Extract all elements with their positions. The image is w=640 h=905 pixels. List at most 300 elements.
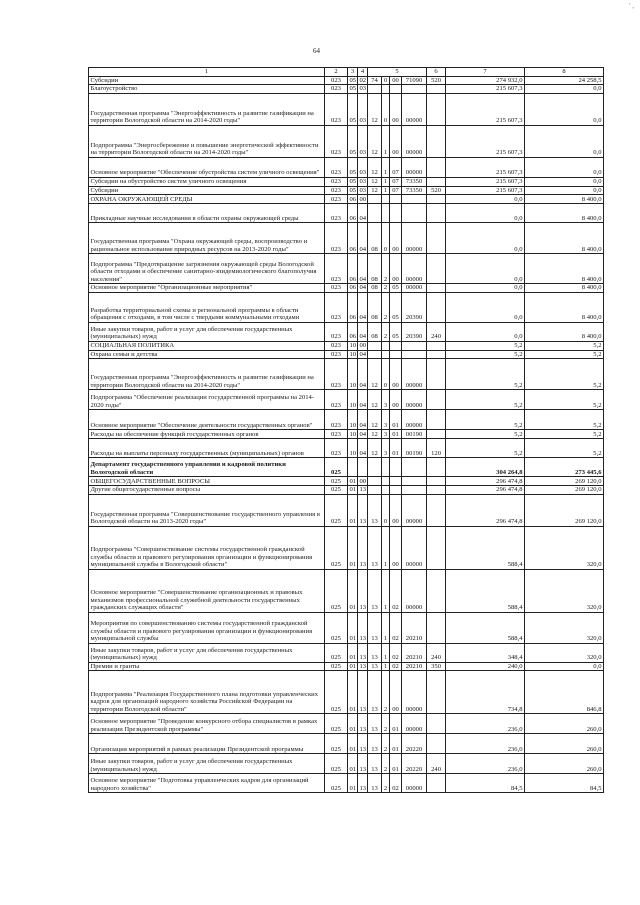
row-code-cell: 023 (325, 195, 348, 204)
row-target-event-cell: 07 (390, 157, 402, 177)
row-section-cell: 10 (348, 359, 358, 390)
row-expense-type-cell (427, 734, 446, 754)
row-expense-type-cell (427, 494, 446, 526)
table-row (89, 157, 604, 177)
row-target-direction-cell: 00000 (402, 390, 427, 410)
row-code-cell: 025 (325, 486, 348, 495)
row-target-subprogram-cell (382, 341, 390, 350)
row-name-cell: Премии и гранты (89, 662, 325, 671)
row-target-subprogram-cell: 1 (382, 569, 390, 612)
table-row (89, 458, 604, 477)
row-amount-1-cell: 215 607,3 (446, 125, 525, 157)
row-target-subprogram-cell: 1 (382, 157, 390, 177)
row-target-direction-cell (402, 85, 427, 94)
row-expense-type-cell (427, 486, 446, 495)
row-code-cell: 023 (325, 186, 348, 195)
row-amount-1-cell: 215 607,3 (446, 177, 525, 186)
row-section-cell: 01 (348, 612, 358, 643)
row-target-program-cell: 12 (368, 157, 382, 177)
row-amount-2-cell: 273 445,6 (525, 458, 604, 477)
row-target-direction-cell: 00000 (402, 526, 427, 569)
row-target-direction-cell: 00000 (402, 254, 427, 284)
row-amount-1-cell: 588,4 (446, 612, 525, 643)
row-target-event-cell: 01 (390, 410, 402, 430)
row-subsection-cell: 04 (358, 204, 368, 223)
row-section-cell: 05 (348, 157, 358, 177)
row-target-subprogram-cell: 2 (382, 734, 390, 754)
row-code-cell: 023 (325, 177, 348, 186)
row-target-program-cell (368, 204, 382, 223)
row-amount-1-cell: 274 932,0 (446, 76, 525, 85)
row-amount-1-cell: 5,2 (446, 410, 525, 430)
row-target-direction-cell: 20390 (402, 322, 427, 341)
row-section-cell: 01 (348, 671, 358, 714)
row-target-event-cell (390, 477, 402, 486)
table-row (89, 612, 604, 643)
row-target-program-cell: 12 (368, 390, 382, 410)
row-subsection-cell: 13 (358, 774, 368, 793)
row-target-program-cell: 12 (368, 93, 382, 125)
row-code-cell: 023 (325, 254, 348, 284)
row-target-subprogram-cell: 2 (382, 774, 390, 793)
row-target-direction-cell: 00000 (402, 494, 427, 526)
row-target-direction-cell: 20210 (402, 612, 427, 643)
row-subsection-cell: 04 (359, 430, 367, 438)
row-subsection-cell: 13 (358, 526, 368, 569)
row-section-cell: 10 (348, 390, 358, 410)
row-target-subprogram-cell: 0 (382, 359, 390, 390)
row-amount-2-cell: 8 400,0 (525, 284, 604, 293)
row-amount-1-cell: 215 607,3 (446, 157, 525, 177)
row-name-cell: Основное мероприятие "Подготовка управленческих кадров для организаций народного хозяйства" (89, 774, 325, 793)
row-target-event-cell: 00 (390, 359, 402, 390)
row-target-program-cell: 13 (368, 612, 382, 643)
row-code-cell: 025 (325, 774, 348, 793)
row-expense-type-cell (427, 350, 446, 359)
table-row (89, 223, 604, 254)
row-amount-2-cell: 0,0 (525, 93, 604, 125)
row-target-program-cell (368, 195, 382, 204)
table-row (89, 754, 604, 774)
row-amount-2-cell: 320,0 (525, 569, 604, 612)
row-target-subprogram-cell: 0 (382, 494, 390, 526)
row-target-direction-cell (402, 477, 427, 486)
row-subsection-cell: 04 (358, 223, 368, 254)
row-target-direction-cell: 00000 (402, 569, 427, 612)
row-target-event-cell: 07 (390, 186, 402, 195)
row-code-cell: 023 (325, 439, 348, 458)
row-subsection-cell: 04 (358, 254, 368, 284)
row-expense-type-cell (427, 93, 446, 125)
row-expense-type-cell (427, 292, 446, 322)
row-amount-1-cell: 215 607,3 (446, 93, 525, 125)
row-target-program-cell (368, 458, 382, 477)
row-expense-type-cell (427, 430, 446, 439)
row-code-cell: 025 (325, 477, 348, 486)
row-expense-type-cell (427, 714, 446, 734)
row-target-event-cell: 01 (390, 430, 402, 439)
row-expense-type-cell (427, 477, 446, 486)
column-header: 1 (89, 68, 325, 77)
row-expense-type-cell (427, 157, 446, 177)
row-section-cell: 01 (348, 643, 358, 662)
row-target-subprogram-cell: 1 (382, 662, 390, 671)
row-target-program-cell (368, 350, 382, 359)
row-target-program-cell: 13 (368, 526, 382, 569)
row-section-cell: 10 (349, 430, 357, 438)
row-subsection-cell: 04 (358, 390, 368, 410)
row-target-direction-cell: 73350 (402, 186, 427, 195)
table-row (89, 186, 604, 195)
table-row (89, 714, 604, 734)
row-section-cell: 01 (349, 477, 357, 485)
row-code-cell: 023 (325, 76, 348, 85)
row-target-program-cell: 12 (368, 439, 382, 458)
row-target-direction-cell: 00000 (402, 93, 427, 125)
row-amount-2-cell: 269 120,0 (525, 486, 604, 495)
table-row (89, 322, 604, 341)
row-target-direction-cell: 71090 (402, 76, 427, 85)
row-target-program-cell: 12 (368, 177, 382, 186)
row-amount-1-cell: 0,0 (446, 204, 525, 223)
row-amount-1-cell: 5,2 (446, 341, 525, 350)
table-row (89, 390, 604, 410)
row-amount-1-cell: 0,0 (446, 292, 525, 322)
row-section-cell: 05 (349, 76, 357, 84)
row-target-program-cell (368, 85, 382, 94)
row-amount-2-cell: 0,0 (525, 186, 604, 195)
row-target-program-cell (368, 486, 382, 495)
row-expense-type-cell: 350 (427, 662, 446, 671)
row-expense-type-cell (427, 359, 446, 390)
row-target-event-cell: 00 (390, 125, 402, 157)
row-amount-1-cell: 734,8 (446, 671, 525, 714)
row-name-cell: Подпрограмма "Энергосбережение и повышение энергетической эффективности на территории Вологодской области на 2014-2020 годы" (89, 125, 325, 157)
row-amount-1-cell: 296 474,8 (446, 477, 525, 486)
row-section-cell: 05 (348, 125, 358, 157)
row-amount-1-cell: 215 607,3 (446, 85, 525, 94)
table-row (89, 486, 604, 495)
row-target-program-cell: 13 (368, 494, 382, 526)
row-name-cell: Организация мероприятий в рамках реализации Президентской программы (89, 734, 325, 754)
row-amount-2-cell: 260,0 (525, 714, 604, 734)
row-name-cell: СОЦИАЛЬНАЯ ПОЛИТИКА (89, 341, 325, 350)
row-amount-2-cell: 5,2 (525, 390, 604, 410)
row-code-cell: 023 (325, 292, 348, 322)
row-name-cell: Подпрограмма "Обеспечение реализации государственной программы на 2014-2020 годы" (89, 390, 325, 410)
row-expense-type-cell (427, 612, 446, 643)
row-target-subprogram-cell: 1 (382, 526, 390, 569)
row-subsection-cell: 13 (358, 569, 368, 612)
row-code-cell: 025 (325, 714, 348, 734)
row-subsection-cell: 13 (359, 486, 367, 494)
row-name-cell: Государственная программа "Энергоэффективность и развитие газификации на территории Вологодской области на 2014-2020 годы" (89, 93, 325, 125)
row-target-subprogram-cell: 1 (382, 177, 390, 186)
row-code-cell: 025 (325, 494, 348, 526)
row-subsection-cell: 13 (358, 671, 368, 714)
row-expense-type-cell (427, 341, 446, 350)
row-target-program-cell: 74 (368, 76, 382, 85)
row-amount-1-cell: 5,2 (446, 439, 525, 458)
row-section-cell: 01 (348, 526, 358, 569)
row-amount-2-cell: 5,2 (525, 430, 604, 439)
table-row (89, 177, 604, 186)
row-section-cell (348, 458, 358, 477)
column-header: 6 (427, 68, 446, 77)
row-target-direction-cell: 00190 (402, 430, 427, 439)
row-section-cell: 06 (348, 292, 358, 322)
row-name-cell: Субсидии на обустройство систем уличного освещения (89, 177, 325, 186)
table-row (89, 195, 604, 204)
row-target-event-cell: 02 (390, 612, 402, 643)
row-target-subprogram-cell: 3 (382, 410, 390, 430)
row-amount-2-cell: 846,8 (525, 671, 604, 714)
table-row (89, 254, 604, 284)
row-name-cell: Другие общегосударственные вопросы (89, 486, 325, 495)
row-subsection-cell: 13 (358, 734, 368, 754)
row-amount-2-cell: 8 400,0 (525, 292, 604, 322)
row-section-cell: 01 (349, 662, 357, 670)
row-target-subprogram-cell (382, 204, 390, 223)
row-target-program-cell: 12 (368, 186, 382, 195)
row-subsection-cell: 00 (359, 341, 367, 349)
row-subsection-cell: 13 (359, 662, 367, 670)
row-target-direction-cell: 20390 (402, 292, 427, 322)
row-section-cell: 05 (349, 186, 357, 194)
row-name-cell: Мероприятия по совершенствованию системы государственной гражданской службы области и правового регулирования организации и функционирования муниципальной службы (89, 612, 325, 643)
budget-table (88, 67, 604, 793)
row-amount-1-cell: 236,0 (446, 714, 525, 734)
row-section-cell: 01 (348, 714, 358, 734)
row-amount-1-cell: 588,4 (446, 569, 525, 612)
row-subsection-cell: 03 (358, 157, 368, 177)
row-target-event-cell: 05 (390, 322, 402, 341)
row-target-direction-cell: 20220 (402, 734, 427, 754)
column-header: 2 (325, 68, 348, 77)
row-expense-type-cell (427, 390, 446, 410)
row-section-cell: 06 (349, 284, 357, 292)
row-target-subprogram-cell: 1 (382, 612, 390, 643)
row-target-event-cell: 00 (390, 223, 402, 254)
row-amount-1-cell: 5,2 (446, 350, 525, 359)
row-target-subprogram-cell: 2 (382, 322, 390, 341)
row-name-cell: Иные закупки товаров, работ и услуг для обеспечения государственных (муниципальных) нужд (89, 322, 325, 341)
row-amount-1-cell: 236,0 (446, 734, 525, 754)
row-name-cell: Прикладные научные исследования в области охраны окружающей среды (89, 204, 325, 223)
row-name-cell: Департамент государственного управления и кадровой политики Вологодской области (89, 458, 325, 477)
row-amount-2-cell: 5,2 (525, 350, 604, 359)
row-name-cell: Субсидии (89, 186, 325, 195)
table-header-row (89, 68, 604, 77)
row-amount-1-cell: 348,4 (446, 643, 525, 662)
row-code-cell: 025 (325, 671, 348, 714)
row-amount-1-cell: 0,0 (446, 254, 525, 284)
table-row (89, 774, 604, 793)
column-header: 4 (358, 68, 368, 77)
row-expense-type-cell (427, 204, 446, 223)
row-code-cell: 023 (325, 284, 348, 293)
row-name-cell: Иные закупки товаров, работ и услуг для обеспечения государственных (муниципальных) нужд (89, 643, 325, 662)
table-row (89, 93, 604, 125)
row-subsection-cell: 03 (359, 178, 367, 186)
row-target-program-cell: 13 (368, 734, 382, 754)
table-row (89, 439, 604, 458)
row-target-direction-cell: 00000 (402, 359, 427, 390)
row-target-subprogram-cell: 2 (382, 714, 390, 734)
row-target-event-cell (390, 486, 402, 495)
row-code-cell: 023 (325, 430, 348, 439)
row-code-cell: 025 (325, 754, 348, 774)
row-code-cell: 023 (325, 359, 348, 390)
row-amount-2-cell: 5,2 (525, 410, 604, 430)
row-target-subprogram-cell (382, 458, 390, 477)
row-target-direction-cell: 00190 (402, 439, 427, 458)
row-code-cell: 025 (325, 643, 348, 662)
table-row (89, 85, 604, 94)
row-target-subprogram-cell (382, 486, 390, 495)
row-target-subprogram-cell (382, 477, 390, 486)
table-row (89, 662, 604, 671)
row-code-cell: 023 (325, 410, 348, 430)
row-target-program-cell (368, 341, 382, 350)
row-amount-2-cell: 8 400,0 (525, 223, 604, 254)
row-amount-1-cell: 5,2 (446, 390, 525, 410)
row-code-cell: 023 (325, 157, 348, 177)
row-expense-type-cell (427, 458, 446, 477)
row-section-cell: 10 (348, 439, 358, 458)
row-subsection-cell: 02 (359, 76, 367, 84)
row-expense-type-cell (427, 177, 446, 186)
row-expense-type-cell (427, 526, 446, 569)
row-target-direction-cell: 00000 (402, 223, 427, 254)
row-section-cell: 01 (348, 569, 358, 612)
row-section-cell: 01 (349, 486, 357, 494)
row-amount-2-cell: 260,0 (525, 754, 604, 774)
table-row (89, 350, 604, 359)
row-amount-2-cell: 24 258,5 (525, 76, 604, 85)
row-name-cell: Субсидии (89, 76, 325, 85)
row-target-event-cell (390, 204, 402, 223)
row-amount-1-cell: 0,0 (446, 195, 525, 204)
row-amount-2-cell: 8 400,0 (525, 195, 604, 204)
table-row (89, 494, 604, 526)
row-code-cell: 023 (325, 390, 348, 410)
row-amount-2-cell: 84,5 (525, 774, 604, 793)
row-amount-2-cell: 8 400,0 (525, 204, 604, 223)
row-expense-type-cell: 240 (427, 643, 446, 662)
row-target-event-cell (390, 195, 402, 204)
row-target-event-cell: 01 (390, 734, 402, 754)
row-expense-type-cell: 520 (427, 76, 446, 85)
row-target-direction-cell (402, 204, 427, 223)
row-target-program-cell: 12 (368, 410, 382, 430)
row-target-program-cell: 08 (368, 292, 382, 322)
row-target-program-cell: 13 (368, 643, 382, 662)
row-name-cell: Основное мероприятие "Проведение конкурсного отбора специалистов в рамках реализации Президентской программы" (89, 714, 325, 734)
row-target-event-cell: 00 (390, 76, 402, 85)
table-row (89, 671, 604, 714)
table-row (89, 643, 604, 662)
table-row (89, 204, 604, 223)
row-amount-1-cell: 296 474,8 (446, 486, 525, 495)
row-subsection-cell: 04 (358, 359, 368, 390)
row-code-cell: 023 (325, 125, 348, 157)
row-section-cell: 06 (348, 322, 358, 341)
row-target-direction-cell (402, 486, 427, 495)
row-target-program-cell (368, 477, 382, 486)
row-target-event-cell: 07 (390, 177, 402, 186)
row-target-program-cell: 13 (368, 774, 382, 793)
row-section-cell: 01 (348, 734, 358, 754)
row-name-cell: Основное мероприятие "Обеспечение деятельности государственных органов" (89, 410, 325, 430)
row-target-direction-cell: 00000 (402, 125, 427, 157)
row-section-cell: 01 (348, 774, 358, 793)
row-target-event-cell: 00 (390, 671, 402, 714)
row-target-program-cell: 13 (368, 714, 382, 734)
row-target-program-cell: 13 (368, 671, 382, 714)
row-amount-2-cell: 320,0 (525, 612, 604, 643)
row-section-cell: 01 (348, 494, 358, 526)
row-target-direction-cell: 20210 (402, 643, 427, 662)
row-target-event-cell (390, 458, 402, 477)
row-section-cell: 06 (349, 195, 357, 203)
row-subsection-cell: 00 (359, 195, 367, 203)
row-name-cell: Государственная программа "Охрана окружающей среды, воспроизводство и рациональное использование природных ресурсов на 2013-2020 годы" (89, 223, 325, 254)
row-code-cell: 023 (325, 341, 348, 350)
row-amount-1-cell: 240,0 (446, 662, 525, 671)
row-amount-1-cell: 0,0 (446, 322, 525, 341)
row-target-event-cell: 01 (390, 439, 402, 458)
row-amount-2-cell: 5,2 (525, 341, 604, 350)
table-row (89, 430, 604, 439)
row-section-cell: 05 (349, 85, 357, 93)
row-subsection-cell: 13 (358, 754, 368, 774)
page-number: 64 (313, 47, 320, 55)
row-expense-type-cell (427, 125, 446, 157)
column-header: 8 (525, 68, 604, 77)
row-name-cell: Расходы на обеспечение функций государственных органов (89, 430, 325, 439)
row-target-program-cell: 08 (368, 223, 382, 254)
row-expense-type-cell (427, 774, 446, 793)
row-name-cell: ОХРАНА ОКРУЖАЮЩЕЙ СРЕДЫ (89, 195, 325, 204)
row-code-cell: 023 (325, 85, 348, 94)
row-name-cell: Охрана семьи и детства (89, 350, 325, 359)
table-row (89, 477, 604, 486)
row-target-direction-cell (402, 341, 427, 350)
row-section-cell: 05 (348, 93, 358, 125)
table-row (89, 284, 604, 293)
row-name-cell: ОБЩЕГОСУДАРСТВЕННЫЕ ВОПРОСЫ (89, 477, 325, 486)
row-target-event-cell: 02 (390, 774, 402, 793)
row-target-direction-cell (402, 350, 427, 359)
column-header: 3 (348, 68, 358, 77)
row-amount-1-cell: 84,5 (446, 774, 525, 793)
row-code-cell: 025 (325, 734, 348, 754)
row-subsection-cell: 03 (359, 186, 367, 194)
row-name-cell: Основное мероприятие "Совершенствование организационных и правовых механизмов профессиональной служебной деятельности государственных гражданских служащих области" (89, 569, 325, 612)
row-target-event-cell: 00 (390, 254, 402, 284)
row-code-cell: 025 (325, 612, 348, 643)
row-subsection-cell: 13 (358, 643, 368, 662)
row-subsection-cell: 13 (358, 494, 368, 526)
row-code-cell: 025 (325, 526, 348, 569)
row-section-cell: 06 (348, 254, 358, 284)
row-target-event-cell (390, 341, 402, 350)
row-target-direction-cell (402, 458, 427, 477)
row-target-direction-cell: 73350 (402, 177, 427, 186)
row-expense-type-cell (427, 254, 446, 284)
row-target-subprogram-cell: 0 (382, 76, 390, 85)
